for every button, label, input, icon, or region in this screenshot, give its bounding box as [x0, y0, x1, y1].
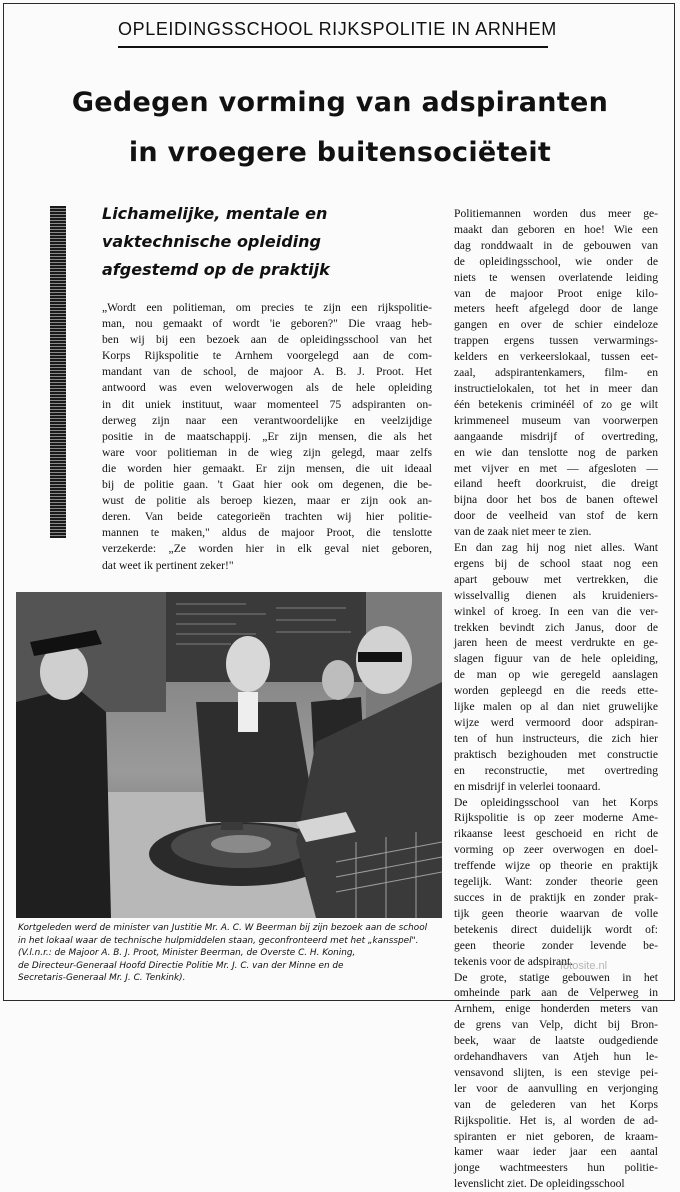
text-line: tekenis voor de adspirant.: [454, 954, 574, 968]
text-line: zaal, adspirantenkamers, film- en: [454, 366, 658, 380]
caption-line: Secretaris-Generaal Mr. J. C. Tenkink).: [18, 973, 186, 984]
subtitle-line: vaktechnische opleiding: [102, 232, 321, 251]
text-line: eiland heeft doorkruist, die dreigt: [454, 477, 658, 491]
title-line: in vroegere buitensociëteit: [128, 137, 552, 168]
text-line: wijze werd vermoord door adspiran-: [454, 716, 658, 729]
text-line: instructielokalen, tot het in meer dan: [454, 381, 658, 395]
watermark: fotosite.nl: [560, 960, 608, 972]
right-column-text: [454, 206, 658, 1192]
article-photo: [16, 592, 442, 918]
article-subtitle: [102, 200, 422, 284]
article-title: [10, 78, 670, 178]
text-line: van de gelederen van het Korps: [454, 1097, 658, 1111]
text-line: verzekerde: „Ze worden hier in elk geval niet geboren,: [102, 542, 432, 556]
text-line: aangaande misdrijf of overtreding,: [454, 429, 658, 443]
text-line: wisselvallig dienen als kruideniers-: [454, 588, 658, 602]
photo-illustration: [16, 592, 442, 918]
text-line: apart gebouw met vertrekken, die: [454, 572, 658, 586]
text-line: de grens van Velp, dicht bij Bron-: [454, 1018, 658, 1032]
text-line: jaren heen de meest verdrukte en ge-: [454, 636, 658, 650]
caption-line: Kortgeleden werd de minister van Justitie Mr. A. C. W Beerman bij zijn bezoek aan de school: [18, 923, 428, 933]
text-line: van de zaak niet meer te zien.: [454, 525, 592, 539]
text-line: tijk geen theorie waarvan de volle: [454, 906, 658, 920]
text-line: succes in de praktijk en zonder prak-: [454, 890, 658, 904]
text-line: mannen te maken," aldus de majoor Proot, die tenslotte: [102, 526, 432, 540]
text-line: positie in de maatschappij. „Er zijn mensen, die als het: [102, 429, 432, 443]
text-line: winkel of kroeg. In een van die ver-: [454, 604, 658, 618]
text-line: de opleidingsschool, wie onder de: [454, 254, 658, 268]
text-line: vorming op zeer overwogen en doel-: [454, 843, 658, 857]
title-line: Gedegen vorming van adspiranten: [71, 87, 609, 118]
text-line: bij de politie gaan. 't Gaat hier ook om degenen, die be-: [102, 478, 432, 492]
text-line: antwoord was even weloverwogen als de hele opleiding: [102, 381, 432, 395]
text-line: derweg zijn naar een verantwoordelijke en veelzijdige: [102, 413, 432, 427]
text-line: worden gepleegd en die reeds ette-: [454, 684, 658, 698]
text-line: gangen en over de schier eindeloze: [454, 318, 658, 332]
text-line: betekenis direct duidelijk wordt of:: [454, 922, 658, 936]
text-line: de man op wie geregeld aanslagen: [454, 668, 658, 682]
text-line: geen theorie zonder levende be-: [454, 938, 658, 952]
text-line: dag ronddwaalt in de gebouwen van: [454, 238, 658, 252]
text-line: lijke malen op al dan niet gruwelijke: [454, 700, 658, 714]
text-line: Rijkspolitie. Het is, al worden de ad-: [454, 1113, 658, 1127]
text-line: door de veelheid van stof de kern: [454, 509, 658, 523]
text-line: treffende wijze op theorie en praktijk: [454, 859, 658, 873]
text-line: die worden hier gemaakt. Er zijn mensen, die uit ideaal: [102, 461, 432, 475]
text-line: ben wij bij een bezoek aan de opleidingsschool van het: [102, 333, 432, 347]
text-line: ordehandhavers van Atjeh hun le-: [454, 1050, 658, 1064]
text-line: bijna door het bos de banen oftewel: [454, 493, 658, 507]
subtitle-line: Lichamelijke, mentale en: [102, 204, 328, 223]
text-line: één betekenis criminéél of zo ge wilt: [454, 397, 658, 411]
photo-caption: [18, 922, 448, 985]
text-line: wust de politie als beroep kiezen, maar er zijn ook an-: [102, 494, 432, 508]
text-line: en wie dan tenslotte nog de parken: [454, 445, 658, 459]
text-line: kamer waar ieder jaar een aantal: [454, 1145, 658, 1159]
text-line: meters heeft afgelegd door de lange: [454, 302, 658, 316]
text-line: vensavond slijten, is een stevige pei-: [454, 1065, 658, 1079]
text-line: levenslicht ziet. De opleidingsschool: [454, 1177, 625, 1191]
text-line: niets te wensen overlatende leiding: [454, 270, 658, 284]
subtitle-line: afgestemd op de praktijk: [102, 260, 330, 279]
text-line: slagen figuur van de hele opleiding,: [454, 652, 658, 666]
text-line: Rijkspolitie is op zeer moderne Ame-: [454, 811, 658, 825]
caption-line: (V.l.n.r.: de Majoor A. B. J. Proot, Minister Beerman, de Overste C. H. Koning,: [18, 948, 356, 959]
text-line: trappen ergens tussen verwarmings-: [454, 334, 658, 348]
text-line: krimmeneel museum van voorwerpen: [454, 413, 658, 427]
text-line: praktisch bezighouden met constructie: [454, 747, 658, 761]
intro-paragraph: [102, 300, 432, 574]
text-line: En dan zag hij nog niet alles. Want: [454, 541, 658, 555]
text-line: Politiemannen worden dus meer ge-: [454, 207, 658, 220]
text-line: ler voor de aanvulling en verjonging: [454, 1081, 658, 1095]
text-line: van de majoor Proot enige kilo-: [454, 286, 658, 300]
caption-line: de Directeur-Generaal Hoofd Directie Politie Mr. J. C. van der Minne en de: [18, 960, 344, 971]
person-officer: [16, 687, 111, 918]
text-line: spiranten er niet geboren, de kraam-: [454, 1129, 658, 1143]
text-line: jonge wachtmeesters hun politie-: [454, 1161, 658, 1175]
text-line: trekken bevindt zich Janus, door de: [454, 620, 658, 634]
text-line: in dit uniek instituut, waar momenteel 75 adspiranten on-: [102, 397, 432, 411]
text-line: mandant van de school, de majoor A. B. J. Proot. Het: [102, 365, 432, 379]
text-line: ware voor politieman in de wieg zijn gelegd, maar zelfs: [102, 445, 432, 459]
section-header: OPLEIDINGSSCHOOL RIJKSPOLITIE IN ARNHEM: [118, 14, 548, 48]
text-line: rikaanse leest geschoeid en richt de: [454, 827, 658, 841]
text-line: en reconstructie, met overtreding: [454, 763, 658, 777]
text-line: man, nou gemaakt of wordt 'ie geboren?" Die vraag heb-: [102, 317, 432, 331]
text-line: maakt dan geboren en hoe! Wie een: [454, 222, 658, 236]
text-line: De opleidingsschool van het Korps: [454, 795, 658, 809]
text-line: Korps Rijkspolitie te Arnhem voorgelegd aan de com-: [102, 349, 432, 363]
decorative-bar: [50, 206, 66, 538]
text-line: beek, waar de laatste oudgediende: [454, 1034, 658, 1048]
text-line: De grote, statige gebouwen in het: [454, 970, 658, 984]
text-line: Arnhem, enige honderden meters van: [454, 1002, 658, 1016]
text-line: tegelijk. Want: zonder theorie geen: [454, 875, 658, 889]
text-line: „Wordt een politieman, om precies te zijn een rijkspolitie-: [102, 301, 432, 314]
text-line: kelders en verkeerslokaal, tussen eet-: [454, 350, 658, 364]
caption-line: in het lokaal waar de technische hulpmiddelen staan, geconfronteerd met het „kansspel".: [18, 935, 419, 946]
text-line: ten of hun instructeurs, die zich hier: [454, 731, 658, 745]
text-line: ergens bij de school staat nog een: [454, 556, 658, 570]
text-line: met vijver en met — afgesloten —: [454, 461, 658, 475]
text-line: dat weet ik pertinent zeker!": [102, 558, 234, 572]
text-line: omheinde park aan de Velperweg in: [454, 986, 658, 1000]
text-line: en misdrijf in velerlei toonaard.: [454, 779, 601, 793]
text-line: deren. Van beide categorieën trachten wij hier politie-: [102, 510, 432, 524]
